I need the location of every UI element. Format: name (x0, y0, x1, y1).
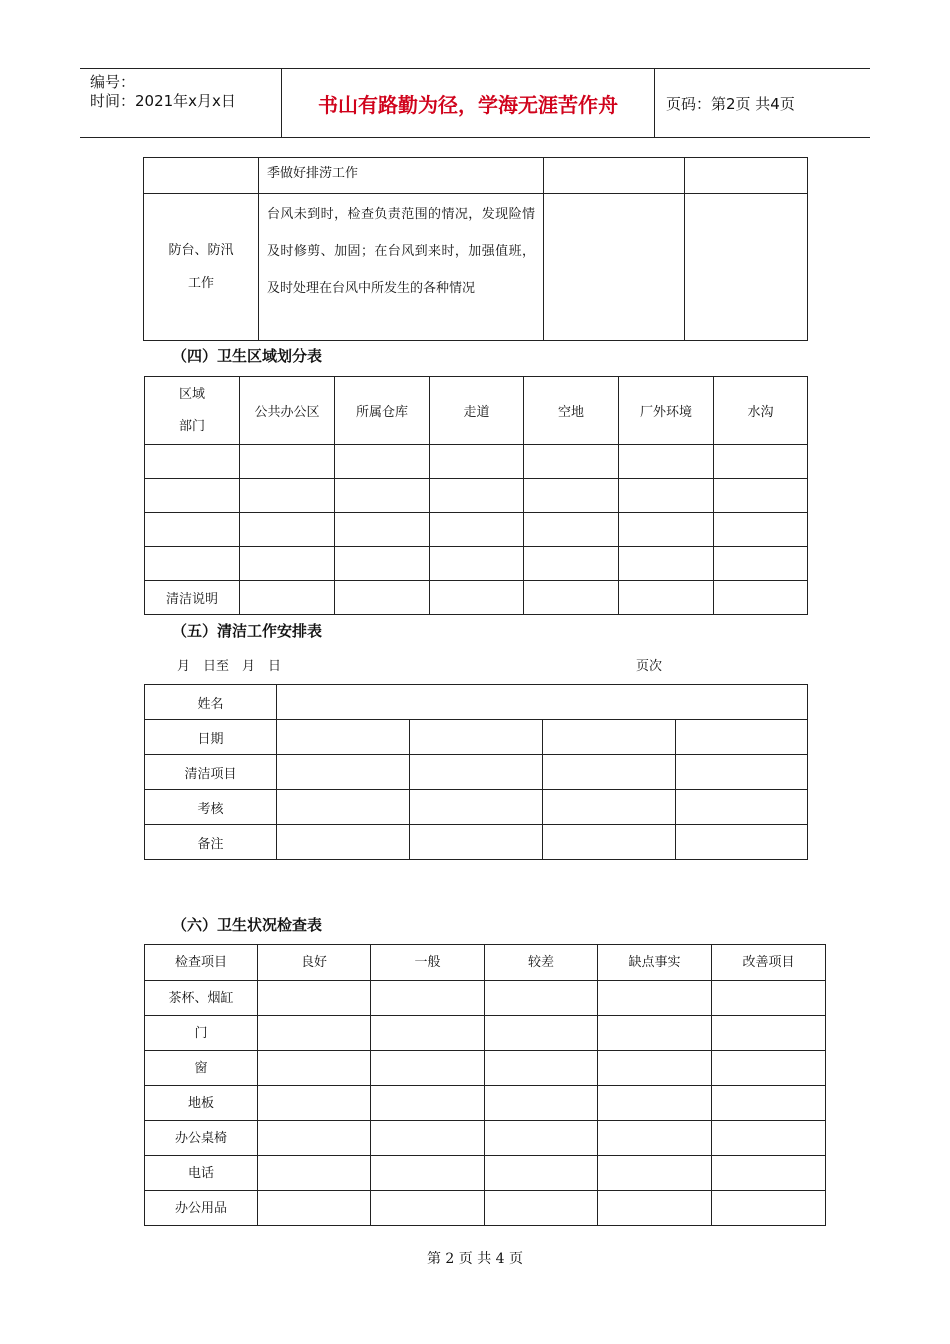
row-label: 办公用品 (145, 1191, 258, 1226)
date-range: 月 日至 月 日 (177, 659, 282, 674)
table-row (145, 1086, 826, 1121)
table-cell (335, 547, 430, 581)
table-cell (485, 1121, 598, 1156)
table-cell (240, 479, 335, 513)
table-cell (524, 479, 619, 513)
table-cell (258, 1121, 371, 1156)
column-header: 改善项目 (712, 945, 826, 981)
corner-cell (145, 377, 240, 445)
task-label: 防台、防汛 (168, 243, 234, 258)
table-cell (598, 1191, 712, 1226)
corner-label-dept: 部门 (178, 418, 205, 434)
row-label: 办公桌椅 (145, 1121, 258, 1156)
row-label: 清洁项目 (145, 755, 277, 790)
table-cell (714, 513, 808, 547)
table-cell (485, 981, 598, 1016)
table-cell (485, 1191, 598, 1226)
table-row (145, 1156, 826, 1191)
table-cell (240, 581, 335, 615)
table-cell (485, 1086, 598, 1121)
task-text: 季做好排涝工作 (267, 166, 359, 181)
table-cell (335, 445, 430, 479)
table-cell (258, 1051, 371, 1086)
table-cell (619, 581, 714, 615)
row-label: 门 (145, 1016, 258, 1051)
header-meta (90, 73, 236, 111)
section-title: （五）清洁工作安排表 (172, 622, 323, 640)
table-row (145, 1121, 826, 1156)
header-divider (654, 69, 655, 137)
column-header: 良好 (258, 945, 371, 981)
table-cell (371, 1016, 485, 1051)
column-header: 一般 (371, 945, 485, 981)
doc-time: 时间：2021年x月x日 (90, 92, 236, 110)
row-label: 考核 (145, 790, 277, 825)
table-cell (714, 547, 808, 581)
table-cell (598, 1156, 712, 1191)
table-cell (430, 513, 524, 547)
column-header: 空地 (524, 377, 619, 445)
table-cell (714, 581, 808, 615)
table-cell (430, 445, 524, 479)
table-cell (145, 479, 240, 513)
table-cell (145, 445, 240, 479)
table-cell (410, 720, 543, 755)
section-title: （四）卫生区域划分表 (172, 347, 323, 365)
column-header: 走道 (430, 377, 524, 445)
table-cell (371, 1156, 485, 1191)
table-cell (258, 981, 371, 1016)
table-cell (335, 581, 430, 615)
table-cell (712, 1086, 826, 1121)
table-cell (712, 1121, 826, 1156)
table-cell (335, 479, 430, 513)
row-label: 窗 (145, 1051, 258, 1086)
row-label: 清洁说明 (145, 581, 240, 615)
table-cell (258, 1016, 371, 1051)
table-row (145, 790, 808, 825)
table-cell (259, 158, 544, 194)
table-cell (240, 513, 335, 547)
table-cell (598, 1086, 712, 1121)
table-cell (524, 445, 619, 479)
table-cell (371, 1121, 485, 1156)
table-cell (485, 1156, 598, 1191)
table-cell (619, 513, 714, 547)
table-cell (712, 1191, 826, 1226)
table-cell (598, 1121, 712, 1156)
table-cell (335, 513, 430, 547)
table-cell (258, 1086, 371, 1121)
column-header: 缺点事实 (598, 945, 712, 981)
table-cell (543, 790, 676, 825)
table-cell (619, 479, 714, 513)
table-cell (685, 194, 808, 341)
table-cell (524, 581, 619, 615)
table-cell (543, 720, 676, 755)
table-cell (371, 981, 485, 1016)
row-label: 姓名 (145, 685, 277, 720)
table-cell (144, 194, 259, 341)
table-row (145, 720, 808, 755)
table-row (145, 981, 826, 1016)
row-label: 电话 (145, 1156, 258, 1191)
header-divider (281, 69, 282, 137)
table-cell (712, 1051, 826, 1086)
table-cell (714, 445, 808, 479)
table-cell (598, 1051, 712, 1086)
table-cell (685, 158, 808, 194)
table-cell (676, 825, 808, 860)
table-row (145, 755, 808, 790)
table-cell (277, 790, 410, 825)
table-cell (240, 445, 335, 479)
table-cell (485, 1051, 598, 1086)
table-cell (258, 1191, 371, 1226)
table-cell (676, 790, 808, 825)
table-cell (277, 755, 410, 790)
table-row (145, 1016, 826, 1051)
row-label: 备注 (145, 825, 277, 860)
table-cell (410, 790, 543, 825)
table-row (145, 825, 808, 860)
table-cell (544, 194, 685, 341)
table-row (145, 445, 808, 479)
table-cell (598, 981, 712, 1016)
section-title: （六）卫生状况检查表 (172, 916, 323, 934)
table-cell (258, 1156, 371, 1191)
table-header-row (145, 945, 826, 981)
table-cell (543, 825, 676, 860)
corner-label-area: 区域 (178, 386, 205, 402)
task-text: 台风未到时，检查负责范围的情况，发现险情及时修剪、加固；在台风到来时，加强值班，及时处理在台风中所发生的各种情况 (267, 207, 535, 296)
table-cell (371, 1086, 485, 1121)
table-row (145, 581, 808, 615)
table-cell (277, 825, 410, 860)
column-header: 水沟 (714, 377, 808, 445)
table-cell (259, 194, 544, 341)
header-page-info: 页码：第2页 共4页 (666, 95, 795, 113)
table-cell (712, 1016, 826, 1051)
table-cell (240, 547, 335, 581)
table-cell (410, 825, 543, 860)
row-label: 地板 (145, 1086, 258, 1121)
table-cell (430, 581, 524, 615)
table-row (145, 479, 808, 513)
table-cell (619, 445, 714, 479)
hygiene-check-table (144, 944, 826, 1226)
table-cell (524, 547, 619, 581)
column-header: 所属仓库 (335, 377, 430, 445)
table-cell (712, 1156, 826, 1191)
table-cell (619, 547, 714, 581)
doc-number: 编号： (90, 73, 136, 91)
table-cell (485, 1016, 598, 1051)
table-cell (145, 513, 240, 547)
table-cell (676, 755, 808, 790)
header-motto: 书山有路勤为径，学海无涯苦作舟 (318, 93, 618, 117)
table-cell (430, 479, 524, 513)
table-cell (410, 755, 543, 790)
table-cell (598, 1016, 712, 1051)
hygiene-area-table (144, 376, 808, 615)
table-cell (371, 1051, 485, 1086)
column-header: 检查项目 (145, 945, 258, 981)
row-label: 日期 (145, 720, 277, 755)
column-header: 公共办公区 (240, 377, 335, 445)
flood-control-table (143, 157, 808, 341)
table-cell (371, 1191, 485, 1226)
table-cell (144, 158, 259, 194)
column-header: 厂外环境 (619, 377, 714, 445)
cleaning-schedule-table (144, 684, 808, 860)
page-footer: 第 2 页 共 4 页 (426, 1251, 524, 1267)
page-header (80, 68, 870, 138)
table-row (145, 1051, 826, 1086)
table-cell (524, 513, 619, 547)
table-cell (712, 981, 826, 1016)
table-cell (714, 479, 808, 513)
table-row (145, 1191, 826, 1226)
table-row (145, 685, 808, 720)
table-row (145, 513, 808, 547)
table-cell (544, 158, 685, 194)
table-row (145, 547, 808, 581)
table-cell (277, 685, 808, 720)
table-cell (430, 547, 524, 581)
page-count-label: 页次 (636, 659, 663, 674)
column-header: 较差 (485, 945, 598, 981)
task-label: 工作 (187, 276, 214, 291)
table-cell (676, 720, 808, 755)
table-cell (543, 755, 676, 790)
table-cell (145, 547, 240, 581)
table-cell (277, 720, 410, 755)
row-label: 茶杯、烟缸 (145, 981, 258, 1016)
